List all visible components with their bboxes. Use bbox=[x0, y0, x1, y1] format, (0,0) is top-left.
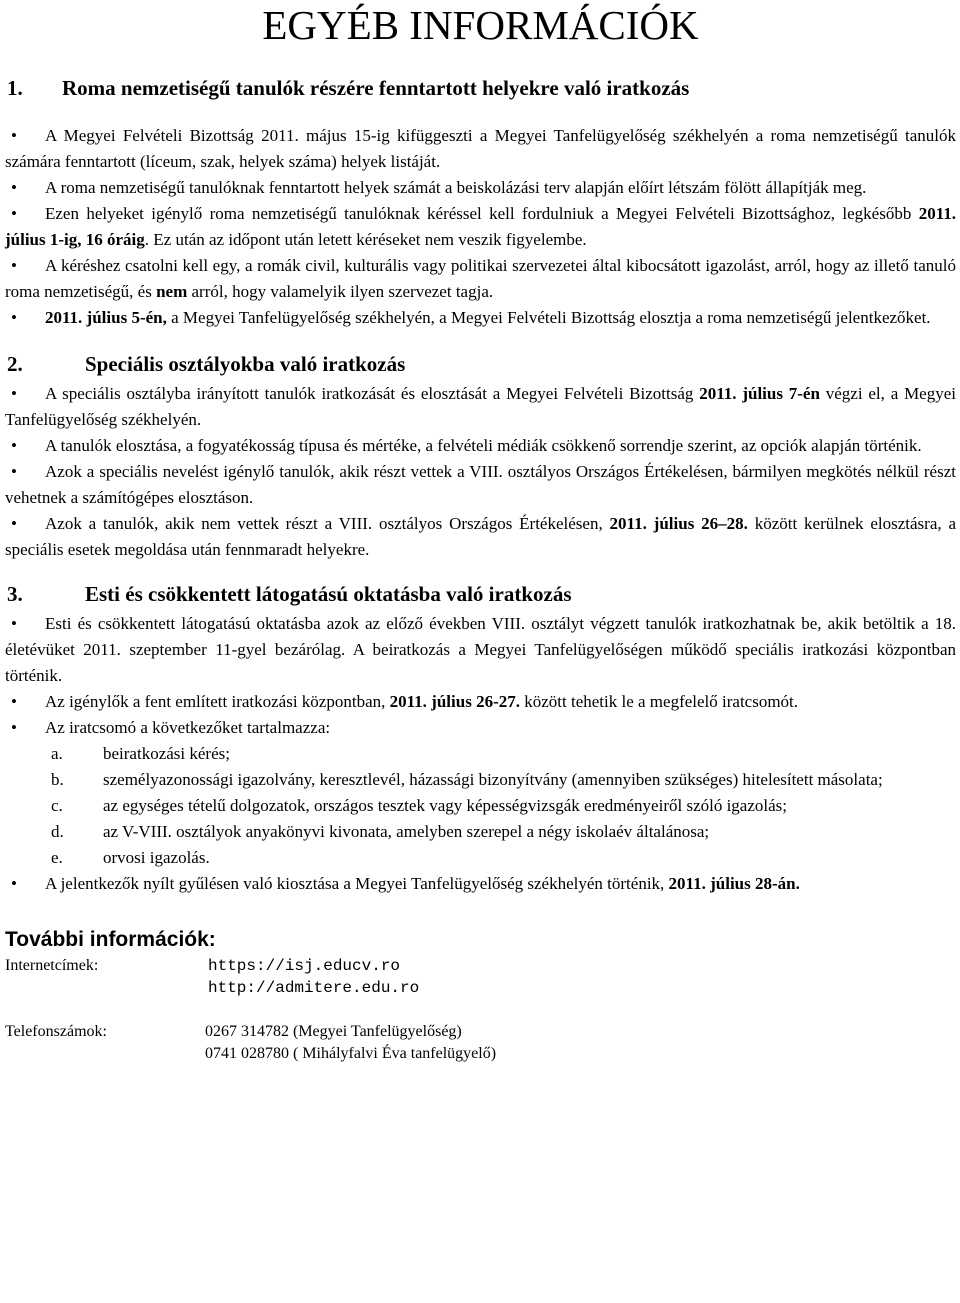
section-2-heading bbox=[7, 351, 956, 377]
bullet-icon bbox=[5, 511, 45, 537]
bullet-icon bbox=[5, 175, 45, 201]
section-title: Roma nemzetiségű tanulók részére fenntartott helyekre való iratkozás bbox=[62, 76, 690, 100]
phone-row bbox=[5, 1021, 956, 1043]
list-item: •A roma nemzetiségű tanulóknak fenntartott helyek számát a beiskolázási terv alapján előírt létszám fölött állapítják meg. bbox=[5, 175, 956, 201]
section-title: Speciális osztályokba való iratkozás bbox=[85, 352, 406, 376]
link-isj[interactable]: https://isj.educv.ro bbox=[208, 957, 401, 975]
sub-list-item: e. orvosi igazolás. bbox=[51, 848, 210, 867]
date-text: 2011. július 7-én bbox=[699, 384, 820, 403]
section-number: 2. bbox=[7, 352, 23, 376]
bullet-icon bbox=[5, 123, 45, 149]
section-1-heading bbox=[7, 75, 956, 101]
date-text: 2011. július 5-én, bbox=[45, 308, 167, 327]
bullet-icon bbox=[5, 253, 45, 279]
phone-number: 0741 028780 ( Mihályfalvi Éva tanfelügyelő) bbox=[205, 1045, 497, 1062]
list-item: •A Megyei Felvételi Bizottság 2011. május 15-ig kifüggeszti a Megyei Tanfelügyelőség székhelyén a roma nemzetiségű tanulók számára fenntartott (líceum, szak, helyek száma) helyek listáját. bbox=[5, 123, 956, 175]
sub-list-item: a. beiratkozási kérés; bbox=[51, 744, 230, 763]
bullet-icon bbox=[5, 715, 45, 741]
list-item: •A jelentkezők nyílt gyűlésen való kiosztása a Megyei Tanfelügyelőség székhelyén történik, 2011. július 28-án. bbox=[5, 871, 956, 897]
section-number: 1. bbox=[7, 76, 23, 100]
deadline-text: 2011. július 1-ig, 16 óráig bbox=[5, 204, 956, 249]
list-item: •A speciális osztályba irányított tanulók iratkozását és elosztását a Megyei Felvételi Bizottság 2011. július 7-én végzi el, a Megyei Tanfelügyelőség székhelyén. bbox=[5, 381, 956, 433]
page-title: EGYÉB INFORMÁCIÓK bbox=[262, 2, 699, 48]
internet-row bbox=[5, 977, 956, 999]
list-item: •A tanulók elosztása, a fogyatékosság típusa és mértéke, a felvételi médiák csökkenő sorrendje szerint, az opciók alapján történik. bbox=[5, 433, 956, 459]
bullet-icon bbox=[5, 201, 45, 227]
internet-row bbox=[5, 955, 956, 977]
list-item: •Azok a tanulók, akik nem vettek részt a VIII. osztályos Országos Értékelésen, 2011. július 26–28. között kerülnek elosztásra, a speciális esetek megoldása után fennmaradt helyekre. bbox=[5, 511, 956, 563]
section-3-heading bbox=[7, 581, 956, 607]
more-info-title: További információk: bbox=[5, 928, 216, 951]
sub-list-item: b. személyazonossági igazolvány, keresztlevél, házassági bizonyítvány (amennyiben szükséges) hitelesített másolata; bbox=[51, 770, 883, 789]
date-text: 2011. július 26–28. bbox=[609, 514, 748, 533]
list-item: •Az iratcsomó a következőket tartalmazza: bbox=[5, 715, 956, 741]
date-text: 2011. július 28-án. bbox=[668, 874, 800, 893]
section-number: 3. bbox=[7, 582, 23, 606]
bullet-icon bbox=[5, 433, 45, 459]
emphasis-text: nem bbox=[156, 282, 188, 301]
phone-label: Telefonszámok: bbox=[5, 1023, 107, 1040]
phone-row bbox=[5, 1043, 956, 1065]
link-admitere[interactable]: http://admitere.edu.ro bbox=[208, 979, 420, 997]
list-item: •Azok a speciális nevelést igénylő tanulók, akik részt vettek a VIII. osztályos Országos Értékelésen, bármilyen megkötés nélkül részt vehetnek a számítógépes elosztáson. bbox=[5, 459, 956, 511]
bullet-icon bbox=[5, 459, 45, 485]
bullet-icon bbox=[5, 305, 45, 331]
list-item: •Esti és csökkentett látogatású oktatásba azok az előző években VIII. osztályt végzett tanulók iratkozhatnak be, akik betöltik a 18. életévüket 2011. szeptember 11-gyel bezárólag. A beiratkozás a Megyei Tanfelügyelőségen működő speciális iratkozási központban történik. bbox=[5, 611, 956, 689]
internet-label: Internetcímek: bbox=[5, 957, 99, 974]
bullet-icon bbox=[5, 381, 45, 407]
sub-list-item: d. az V-VIII. osztályok anyakönyvi kivonata, amelyben szerepel a négy iskolaév általánosa; bbox=[51, 822, 710, 841]
list-item: •Ezen helyeket igénylő roma nemzetiségű tanulóknak kéréssel kell fordulniuk a Megyei Felvételi Bizottsághoz, legkésőbb 2011. július 1-ig, 16 óráig. Ez után az időpont után letett kéréseket nem veszik figyelembe. bbox=[5, 201, 956, 253]
list-item: •Az igénylők a fent említett iratkozási központban, 2011. július 26-27. között tehetik le a megfelelő iratcsomót. bbox=[5, 689, 956, 715]
section-title: Esti és csökkentett látogatású oktatásba való iratkozás bbox=[85, 582, 572, 606]
bullet-icon bbox=[5, 871, 45, 897]
date-text: 2011. július 26-27. bbox=[389, 692, 520, 711]
list-item: •2011. július 5-én, a Megyei Tanfelügyelőség székhelyén, a Megyei Felvételi Bizottság elosztja a roma nemzetiségű jelentkezőket. bbox=[5, 305, 956, 331]
sub-list-item: c. az egységes tételű dolgozatok, országos tesztek vagy képességvizsgák eredményeiről szóló igazolás; bbox=[51, 796, 788, 815]
bullet-icon bbox=[5, 689, 45, 715]
bullet-icon bbox=[5, 611, 45, 637]
phone-number: 0267 314782 (Megyei Tanfelügyelőség) bbox=[205, 1023, 462, 1040]
list-item: •A kéréshez csatolni kell egy, a romák civil, kulturális vagy politikai szervezetei által kibocsátott igazolást, arról, hogy az illető tanuló roma nemzetiségű, és nem arról, hogy valamelyik ilyen szervezet tagja. bbox=[5, 253, 956, 305]
